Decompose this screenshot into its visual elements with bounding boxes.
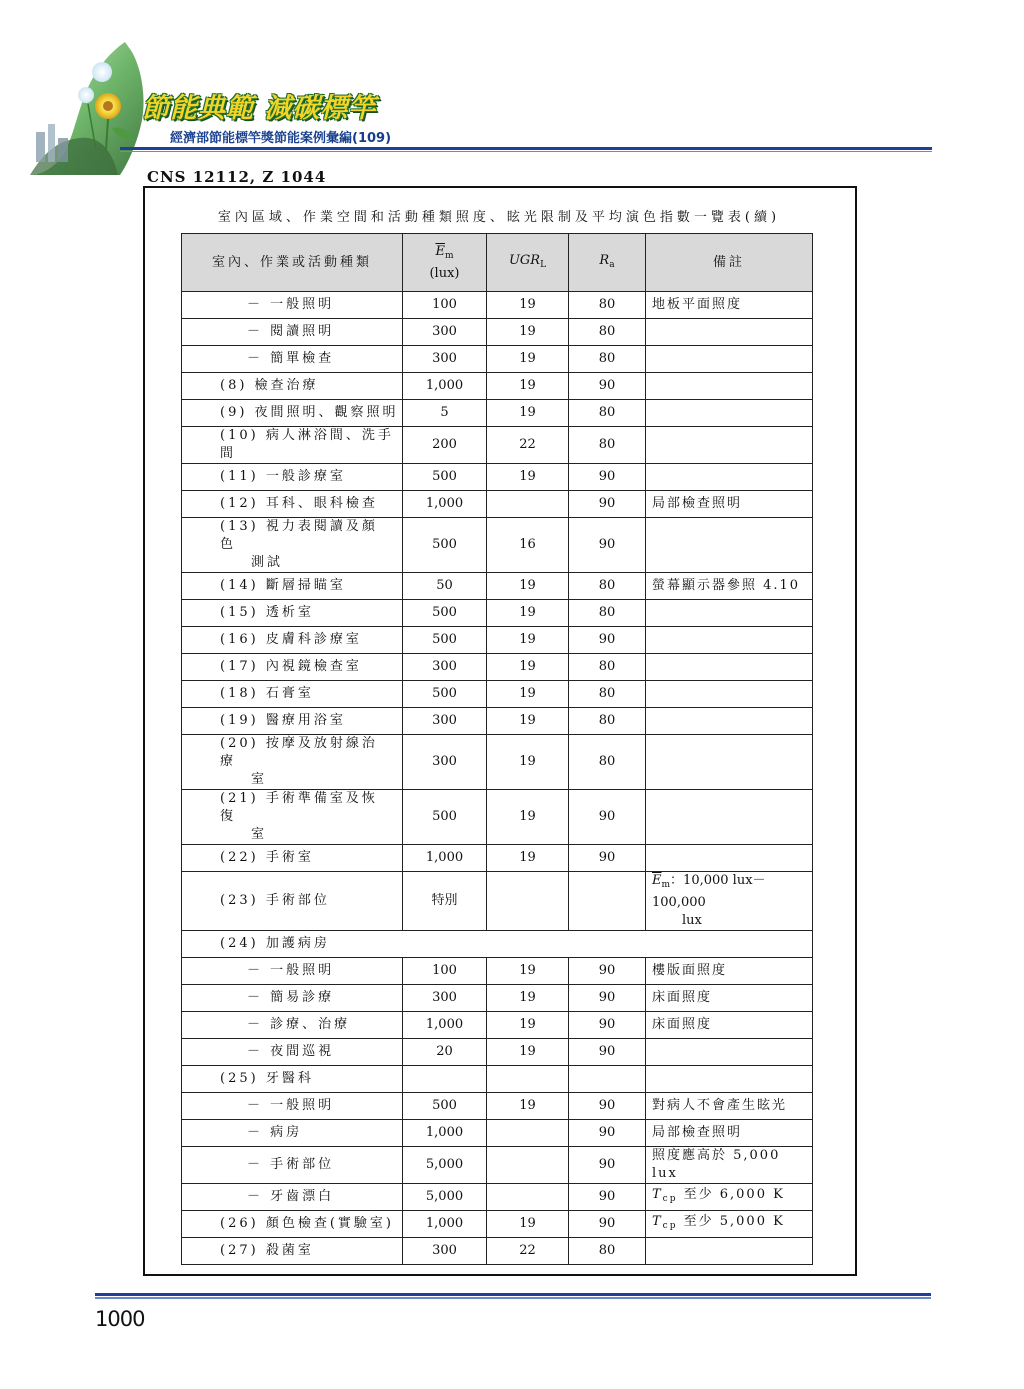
row-name: － 簡單檢查 bbox=[182, 346, 403, 373]
row-em: 300 bbox=[403, 319, 487, 346]
row-ugr: 19 bbox=[487, 573, 569, 600]
row-name-line1: (21) 手術準備室及恢復 bbox=[220, 791, 378, 824]
table-row bbox=[182, 872, 813, 931]
row-note bbox=[646, 654, 813, 681]
row-em: 1,000 bbox=[403, 1120, 487, 1147]
row-note bbox=[646, 518, 813, 573]
table-header-row bbox=[182, 234, 813, 292]
row-ra: 80 bbox=[569, 681, 646, 708]
row-em: 300 bbox=[403, 346, 487, 373]
row-name bbox=[182, 518, 403, 573]
row-note bbox=[646, 1211, 813, 1238]
row-ra: 90 bbox=[569, 464, 646, 491]
row-ugr: 22 bbox=[487, 427, 569, 464]
row-name-line1: (20) 按摩及放射線治療 bbox=[220, 736, 378, 769]
row-ra: 90 bbox=[569, 1147, 646, 1184]
row-ra: 80 bbox=[569, 400, 646, 427]
row-name: － 診療、治療 bbox=[182, 1012, 403, 1039]
row-note bbox=[646, 1039, 813, 1066]
row-ugr: 19 bbox=[487, 735, 569, 790]
row-ra: 80 bbox=[569, 708, 646, 735]
table-title: 室內區域、作業空間和活動種類照度、眩光限制及平均演色指數一覽表(續) bbox=[217, 210, 781, 225]
row-em: 1,000 bbox=[403, 491, 487, 518]
table-row bbox=[182, 845, 813, 872]
row-name-line2: 室 bbox=[251, 827, 268, 842]
row-name: － 一般照明 bbox=[182, 958, 403, 985]
row-em: 20 bbox=[403, 1039, 487, 1066]
row-em bbox=[403, 1066, 487, 1093]
row-em: 300 bbox=[403, 735, 487, 790]
row-ugr: 19 bbox=[487, 790, 569, 845]
row-name: (16) 皮膚科診療室 bbox=[182, 627, 403, 654]
row-name: － 閱讀照明 bbox=[182, 319, 403, 346]
row-note: 局部檢查照明 bbox=[646, 491, 813, 518]
row-ra: 80 bbox=[569, 654, 646, 681]
brand-title: 節能典範 減碳標竿 bbox=[142, 93, 377, 124]
row-ugr: 19 bbox=[487, 319, 569, 346]
table-row bbox=[182, 958, 813, 985]
ugr-symbol: UGR bbox=[508, 252, 541, 268]
table-row bbox=[182, 627, 813, 654]
row-em: 500 bbox=[403, 1093, 487, 1120]
ra-symbol: R bbox=[599, 252, 610, 268]
row-em: 5 bbox=[403, 400, 487, 427]
row-ugr bbox=[487, 1066, 569, 1093]
row-note bbox=[646, 1184, 813, 1211]
col-header-em bbox=[403, 234, 487, 292]
row-name: (19) 醫療用浴室 bbox=[182, 708, 403, 735]
note-t-symbol: T bbox=[652, 1214, 663, 1229]
row-note bbox=[646, 373, 813, 400]
row-em: 5,000 bbox=[403, 1184, 487, 1211]
row-ugr: 19 bbox=[487, 845, 569, 872]
row-note: 床面照度 bbox=[646, 985, 813, 1012]
row-ra: 90 bbox=[569, 1120, 646, 1147]
table-row bbox=[182, 427, 813, 464]
row-em: 300 bbox=[403, 708, 487, 735]
row-ugr: 19 bbox=[487, 654, 569, 681]
row-ugr: 19 bbox=[487, 373, 569, 400]
row-em: 5,000 bbox=[403, 1147, 487, 1184]
note-em-symbol: $\overline{E}$ bbox=[652, 873, 662, 888]
row-ugr: 19 bbox=[487, 464, 569, 491]
row-name: － 病房 bbox=[182, 1120, 403, 1147]
table-row bbox=[182, 292, 813, 319]
col-header-ra bbox=[569, 234, 646, 292]
table-row bbox=[182, 573, 813, 600]
row-note: 螢幕顯示器參照 4.10 bbox=[646, 573, 813, 600]
table-row bbox=[182, 491, 813, 518]
table-row bbox=[182, 464, 813, 491]
row-ra: 80 bbox=[569, 427, 646, 464]
row-em: 500 bbox=[403, 790, 487, 845]
footer-rule-thin bbox=[95, 1297, 931, 1299]
row-ra: 90 bbox=[569, 1039, 646, 1066]
row-name: － 簡易診療 bbox=[182, 985, 403, 1012]
table-row bbox=[182, 735, 813, 790]
col-header-name: 室內、作業或活動種類 bbox=[182, 234, 403, 292]
row-ra: 90 bbox=[569, 491, 646, 518]
row-name bbox=[182, 735, 403, 790]
table-section-row bbox=[182, 931, 813, 958]
row-note: 地板平面照度 bbox=[646, 292, 813, 319]
table-row bbox=[182, 681, 813, 708]
row-ugr: 19 bbox=[487, 346, 569, 373]
row-note: 局部檢查照明 bbox=[646, 1120, 813, 1147]
note-range: ：10,000 lux－100,000 bbox=[652, 873, 766, 910]
row-ugr bbox=[487, 491, 569, 518]
row-ra: 90 bbox=[569, 627, 646, 654]
row-note bbox=[646, 427, 813, 464]
row-ugr: 19 bbox=[487, 708, 569, 735]
row-note bbox=[646, 845, 813, 872]
row-ugr: 19 bbox=[487, 985, 569, 1012]
row-ugr: 19 bbox=[487, 1039, 569, 1066]
row-note bbox=[646, 346, 813, 373]
row-name: (27) 殺菌室 bbox=[182, 1238, 403, 1265]
row-ugr bbox=[487, 872, 569, 931]
row-ugr bbox=[487, 1184, 569, 1211]
table-row bbox=[182, 373, 813, 400]
row-em: 1,000 bbox=[403, 373, 487, 400]
row-em: 300 bbox=[403, 1238, 487, 1265]
row-name bbox=[182, 790, 403, 845]
row-ugr: 19 bbox=[487, 1093, 569, 1120]
table-row bbox=[182, 1012, 813, 1039]
row-name: (14) 斷層掃瞄室 bbox=[182, 573, 403, 600]
row-name: (12) 耳科、眼科檢查 bbox=[182, 491, 403, 518]
row-note bbox=[646, 790, 813, 845]
table-row bbox=[182, 1093, 813, 1120]
col-header-ugr bbox=[487, 234, 569, 292]
row-ra: 90 bbox=[569, 1012, 646, 1039]
row-em: 100 bbox=[403, 958, 487, 985]
row-name: － 牙齒漂白 bbox=[182, 1184, 403, 1211]
row-ugr: 22 bbox=[487, 1238, 569, 1265]
standard-code: CNS 12112, Z 1044 bbox=[147, 168, 327, 186]
row-note bbox=[646, 319, 813, 346]
row-note: 對病人不會產生眩光 bbox=[646, 1093, 813, 1120]
row-note bbox=[646, 600, 813, 627]
row-name: (15) 透析室 bbox=[182, 600, 403, 627]
row-name-line2: 室 bbox=[251, 772, 268, 787]
row-name: (18) 石膏室 bbox=[182, 681, 403, 708]
row-ugr: 19 bbox=[487, 1012, 569, 1039]
note-t-symbol: T bbox=[652, 1187, 663, 1202]
table-row bbox=[182, 985, 813, 1012]
row-em: 50 bbox=[403, 573, 487, 600]
row-em: 1,000 bbox=[403, 1012, 487, 1039]
row-name: (10) 病人淋浴間、洗手間 bbox=[182, 427, 403, 464]
row-ugr: 19 bbox=[487, 958, 569, 985]
row-ugr: 19 bbox=[487, 292, 569, 319]
row-ugr: 19 bbox=[487, 1211, 569, 1238]
row-note: 照度應高於 5,000 lux bbox=[646, 1147, 813, 1184]
row-note: 床面照度 bbox=[646, 1012, 813, 1039]
table-row bbox=[182, 346, 813, 373]
row-note bbox=[646, 1066, 813, 1093]
brand-subtitle: 經濟部節能標竿獎節能案例彙編(109) bbox=[170, 131, 392, 146]
table-row bbox=[182, 1066, 813, 1093]
row-name: (25) 牙醫科 bbox=[182, 1066, 403, 1093]
table-row bbox=[182, 708, 813, 735]
row-ugr: 19 bbox=[487, 400, 569, 427]
row-note bbox=[646, 400, 813, 427]
row-em: 1,000 bbox=[403, 1211, 487, 1238]
row-name: (23) 手術部位 bbox=[182, 872, 403, 931]
footer-rule bbox=[95, 1293, 931, 1296]
ugr-subscript: L bbox=[540, 259, 547, 270]
row-ra bbox=[569, 1066, 646, 1093]
row-ugr: 19 bbox=[487, 600, 569, 627]
row-ra: 90 bbox=[569, 373, 646, 400]
row-ugr bbox=[487, 1147, 569, 1184]
row-name: (26) 顏色檢查(實驗室) bbox=[182, 1211, 403, 1238]
row-name: － 一般照明 bbox=[182, 292, 403, 319]
row-ra: 80 bbox=[569, 1238, 646, 1265]
row-ra: 90 bbox=[569, 845, 646, 872]
table-row bbox=[182, 600, 813, 627]
row-em: 500 bbox=[403, 681, 487, 708]
row-name: (8) 檢查治療 bbox=[182, 373, 403, 400]
row-ugr bbox=[487, 1120, 569, 1147]
row-ugr: 19 bbox=[487, 681, 569, 708]
table-row bbox=[182, 1211, 813, 1238]
row-name-line1: (13) 視力表閱讀及顏色 bbox=[220, 519, 378, 552]
row-ra bbox=[569, 872, 646, 931]
row-ra: 90 bbox=[569, 985, 646, 1012]
row-name: (22) 手術室 bbox=[182, 845, 403, 872]
table-row bbox=[182, 1184, 813, 1211]
row-em: 200 bbox=[403, 427, 487, 464]
row-ra: 80 bbox=[569, 319, 646, 346]
row-name: (11) 一般診療室 bbox=[182, 464, 403, 491]
row-ugr: 19 bbox=[487, 627, 569, 654]
row-note bbox=[646, 627, 813, 654]
row-ra: 90 bbox=[569, 1093, 646, 1120]
row-ra: 80 bbox=[569, 346, 646, 373]
row-em: 1,000 bbox=[403, 845, 487, 872]
table-row bbox=[182, 319, 813, 346]
header-rule-thin bbox=[120, 151, 932, 152]
table-row bbox=[182, 654, 813, 681]
row-note bbox=[646, 872, 813, 931]
ra-subscript: a bbox=[609, 259, 615, 270]
row-em: 300 bbox=[403, 654, 487, 681]
em-unit: (lux) bbox=[429, 265, 460, 281]
page-number: 1000 bbox=[95, 1307, 145, 1331]
row-em: 500 bbox=[403, 464, 487, 491]
row-ra: 80 bbox=[569, 600, 646, 627]
row-name: － 手術部位 bbox=[182, 1147, 403, 1184]
row-em: 300 bbox=[403, 985, 487, 1012]
row-em: 500 bbox=[403, 627, 487, 654]
row-ra: 90 bbox=[569, 1184, 646, 1211]
row-ra: 80 bbox=[569, 573, 646, 600]
em-symbol: $\overline{E}$ bbox=[435, 243, 445, 259]
row-ugr: 16 bbox=[487, 518, 569, 573]
row-ra: 90 bbox=[569, 1211, 646, 1238]
row-em: 特別 bbox=[403, 872, 487, 931]
row-em: 100 bbox=[403, 292, 487, 319]
row-note: 樓版面照度 bbox=[646, 958, 813, 985]
row-ra: 80 bbox=[569, 292, 646, 319]
page-header bbox=[0, 0, 1024, 175]
row-ra: 90 bbox=[569, 958, 646, 985]
row-ra: 80 bbox=[569, 735, 646, 790]
col-header-note: 備註 bbox=[646, 234, 813, 292]
row-name: (17) 內視鏡檢查室 bbox=[182, 654, 403, 681]
row-note bbox=[646, 735, 813, 790]
row-note bbox=[646, 1238, 813, 1265]
table-row bbox=[182, 518, 813, 573]
note-t-subscript: cp bbox=[662, 1221, 678, 1231]
row-em: 500 bbox=[403, 600, 487, 627]
section-label: (24) 加護病房 bbox=[182, 931, 813, 958]
note-range-unit: lux bbox=[682, 913, 702, 928]
table-row bbox=[182, 790, 813, 845]
table-row bbox=[182, 1039, 813, 1066]
note-t-subscript: cp bbox=[662, 1194, 678, 1204]
note-text: 至少 6,000 K bbox=[677, 1187, 785, 1202]
row-note bbox=[646, 464, 813, 491]
table-row bbox=[182, 400, 813, 427]
note-em-subscript: m bbox=[661, 880, 671, 890]
row-name: － 一般照明 bbox=[182, 1093, 403, 1120]
note-text: 至少 5,000 K bbox=[677, 1214, 785, 1229]
row-ra: 90 bbox=[569, 518, 646, 573]
header-rule bbox=[120, 147, 932, 150]
row-ra: 90 bbox=[569, 790, 646, 845]
table-row bbox=[182, 1147, 813, 1184]
em-subscript: m bbox=[444, 250, 454, 261]
row-name-line2: 測試 bbox=[251, 555, 284, 570]
row-em: 500 bbox=[403, 518, 487, 573]
illuminance-table bbox=[181, 233, 813, 1265]
row-name: (9) 夜間照明、觀察照明 bbox=[182, 400, 403, 427]
row-note bbox=[646, 708, 813, 735]
table-row bbox=[182, 1120, 813, 1147]
row-name: － 夜間巡視 bbox=[182, 1039, 403, 1066]
row-note bbox=[646, 681, 813, 708]
table-row bbox=[182, 1238, 813, 1265]
